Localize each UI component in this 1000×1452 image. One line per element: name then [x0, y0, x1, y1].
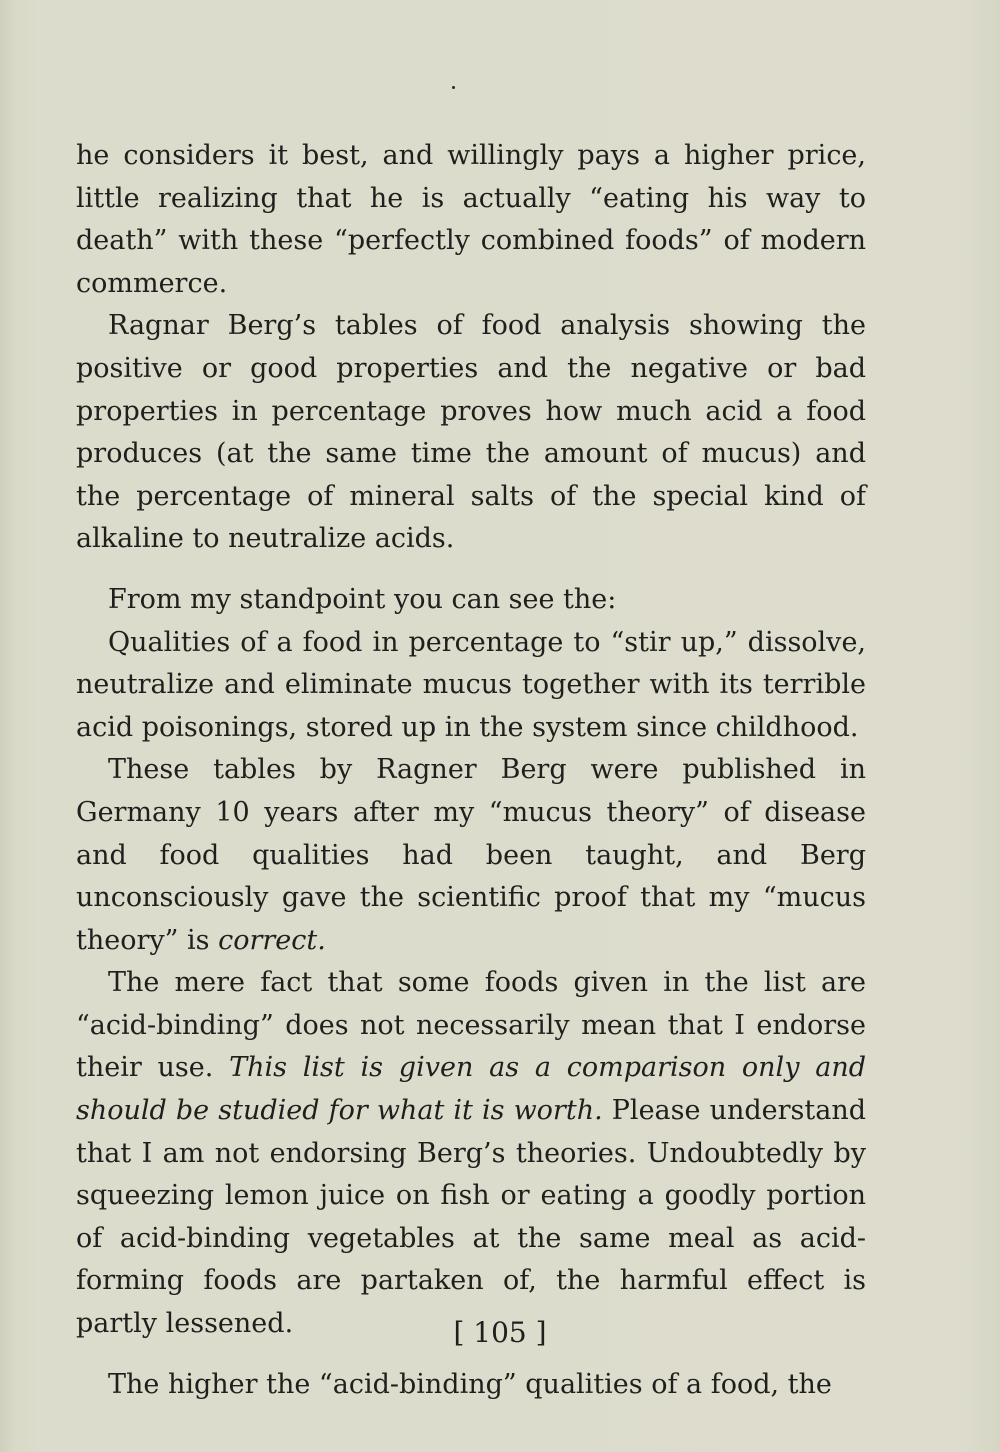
italic-text: This list is given as a comparison only and should be studied for what it is worth. — [76, 1052, 866, 1127]
text-run: Qualities of a food in percentage to “stir up,” dissolve, neutralize and eliminate mucus together with its terrible acid poisonings, stored up in the system since childhood. — [76, 626, 866, 743]
paragraph — [76, 962, 866, 1345]
print-speck — [452, 86, 455, 89]
paragraph — [76, 622, 866, 750]
italic-text: correct. — [218, 924, 326, 956]
text-run: From my standpoint you can see the: — [108, 583, 617, 615]
paragraph — [76, 305, 866, 561]
text-run: The higher the “acid-binding” qualities of a food, the — [108, 1368, 832, 1400]
text-run: The mere fact that some foods given in the list are “acid-binding” does not necessarily mean that I endorse their use. — [76, 967, 866, 1084]
page-number: [ 105 ] — [453, 1316, 547, 1349]
body-text — [76, 135, 866, 1406]
text-run: These tables by Ragner Berg were published in Germany 10 years after my “mucus theory” of disease and food qualities had been taught, and Berg unconsciously gave the scientific proof that my “mucus theory” is — [76, 754, 866, 956]
text-run: Please understand that I am not endorsing Berg’s theories. Undoubtedly by squeezing lemon juice on fish or eating a goodly portion of acid-binding vegetables at the same meal as acid-forming foods are partaken of, the harmful effect is partly lessened. — [76, 1095, 866, 1340]
paragraph — [76, 1364, 866, 1407]
text-run: Ragnar Berg’s tables of food analysis showing the positive or good properties and the negative or bad properties in percentage proves how much acid a food produces (at the same time the amount of mucus) and the percentage of mineral salts of the special kind of alkaline to neutralize acids. — [76, 310, 866, 555]
paragraph — [76, 135, 866, 305]
text-run: he considers it best, and willingly pays a higher price, little realizing that he is actually “eating his way to death” with these “perfectly combined foods” of modern commerce. — [76, 140, 866, 299]
paragraph — [76, 749, 866, 962]
paragraph — [76, 579, 866, 622]
